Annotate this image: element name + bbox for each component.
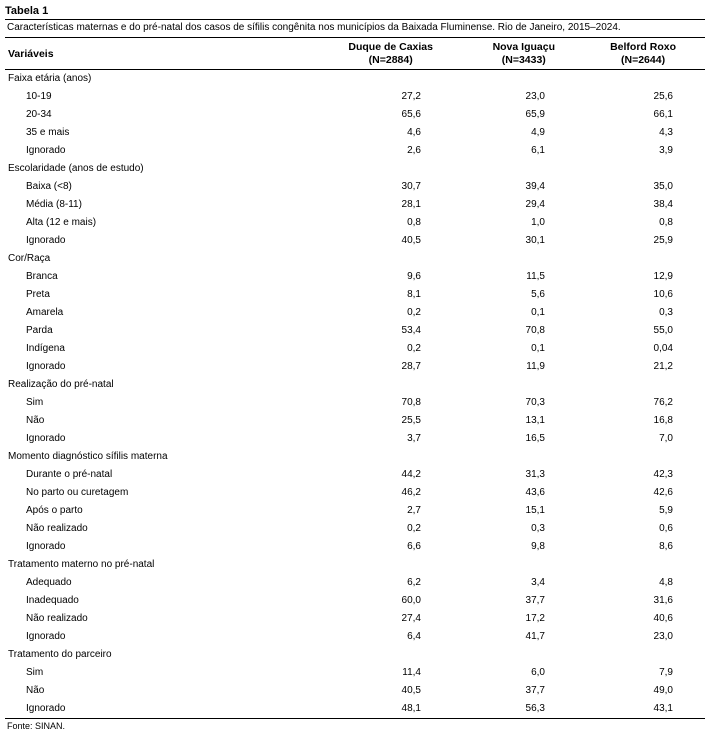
table-row bbox=[5, 394, 705, 412]
cell-value: 0,2 bbox=[407, 307, 421, 318]
cell-value: 13,1 bbox=[525, 415, 545, 426]
cell-value: 25,9 bbox=[653, 235, 673, 246]
cell-value: 16,8 bbox=[653, 415, 673, 426]
cell-value: 3,7 bbox=[407, 433, 421, 444]
row-label: Ignorado bbox=[26, 433, 66, 444]
cell-value: 0,1 bbox=[531, 307, 545, 318]
cell-value: 17,2 bbox=[525, 613, 545, 624]
cell-value: 31,3 bbox=[525, 469, 545, 480]
cell-value: 30,1 bbox=[525, 235, 545, 246]
row-label: Branca bbox=[26, 271, 58, 282]
column-header-name: Variáveis bbox=[8, 47, 54, 60]
cell-value: 0,8 bbox=[659, 217, 673, 228]
cell-value: 0,04 bbox=[653, 343, 673, 354]
group-row bbox=[5, 646, 705, 664]
cell-value: 42,6 bbox=[653, 487, 673, 498]
row-label: Não realizado bbox=[26, 523, 88, 534]
cell-value: 40,6 bbox=[653, 613, 673, 624]
column-header-n: (N=2884) bbox=[368, 54, 413, 66]
cell-value: 56,3 bbox=[435, 700, 565, 719]
cell-value: 4,6 bbox=[407, 127, 421, 138]
cell-value: 9,6 bbox=[407, 271, 421, 282]
table-row bbox=[5, 232, 705, 250]
table-row bbox=[5, 322, 705, 340]
row-label: Durante o pré-natal bbox=[26, 469, 113, 480]
cell-value: 7,0 bbox=[659, 433, 673, 444]
cell-value: 0,6 bbox=[659, 523, 673, 534]
table-header bbox=[5, 38, 705, 70]
cell-value: 31,6 bbox=[653, 595, 673, 606]
row-label: Não realizado bbox=[26, 613, 88, 624]
cell-value: 23,0 bbox=[525, 91, 545, 102]
group-row bbox=[5, 160, 705, 178]
cell-value: 25,5 bbox=[401, 415, 421, 426]
column-header-name: Belford Roxo bbox=[610, 41, 676, 53]
cell-value: 15,1 bbox=[525, 505, 545, 516]
row-label: Preta bbox=[26, 289, 50, 300]
cell-value: 42,3 bbox=[653, 469, 673, 480]
cell-value: 41,7 bbox=[525, 631, 545, 642]
cell-value: 44,2 bbox=[401, 469, 421, 480]
table-row bbox=[5, 466, 705, 484]
row-label: Não bbox=[26, 415, 45, 426]
table-row bbox=[5, 484, 705, 502]
cell-value: 65,6 bbox=[401, 109, 421, 120]
cell-value: 43,1 bbox=[565, 700, 705, 719]
row-label: Média (8-11) bbox=[26, 199, 82, 210]
row-label: Alta (12 e mais) bbox=[26, 217, 97, 228]
row-label: Amarela bbox=[26, 307, 64, 318]
group-label: Tratamento materno no pré-natal bbox=[8, 559, 155, 570]
table-label: Tabela 1 bbox=[5, 5, 49, 17]
group-row bbox=[5, 376, 705, 394]
cell-value: 6,2 bbox=[407, 577, 421, 588]
column-header-n: (N=2644) bbox=[621, 54, 666, 66]
table-row bbox=[5, 88, 705, 106]
table-row bbox=[5, 124, 705, 142]
cell-value: 1,0 bbox=[531, 217, 545, 228]
data-table bbox=[5, 38, 705, 719]
cell-value: 70,8 bbox=[525, 325, 545, 336]
cell-value: 25,6 bbox=[653, 91, 673, 102]
group-row bbox=[5, 556, 705, 574]
cell-value: 21,2 bbox=[653, 361, 673, 372]
header-row bbox=[5, 38, 705, 70]
row-label: Ignorado bbox=[26, 145, 66, 156]
cell-value: 40,5 bbox=[401, 685, 421, 696]
column-header-duque-de-caxias bbox=[305, 38, 435, 70]
cell-value: 27,4 bbox=[401, 613, 421, 624]
row-label: Indígena bbox=[26, 343, 65, 354]
cell-value: 12,9 bbox=[653, 271, 673, 282]
row-label: Baixa (<8) bbox=[26, 181, 72, 192]
cell-value: 3,4 bbox=[531, 577, 545, 588]
cell-value: 0,2 bbox=[407, 523, 421, 534]
cell-value: 49,0 bbox=[653, 685, 673, 696]
cell-value: 9,8 bbox=[531, 541, 545, 552]
cell-value: 11,5 bbox=[526, 271, 545, 282]
row-label: Não bbox=[26, 685, 45, 696]
table-row bbox=[5, 412, 705, 430]
table-row bbox=[5, 538, 705, 556]
table-row bbox=[5, 196, 705, 214]
row-label: Ignorado bbox=[26, 361, 66, 372]
row-label: Adequado bbox=[26, 577, 72, 588]
cell-value: 8,1 bbox=[407, 289, 421, 300]
row-label: Após o parto bbox=[26, 505, 83, 516]
cell-value: 55,0 bbox=[653, 325, 673, 336]
row-label: Sim bbox=[26, 397, 44, 408]
cell-value: 30,7 bbox=[401, 181, 421, 192]
table-row bbox=[5, 592, 705, 610]
cell-value: 48,1 bbox=[305, 700, 435, 719]
table-row bbox=[5, 286, 705, 304]
cell-value: 0,3 bbox=[659, 307, 673, 318]
cell-value: 35,0 bbox=[653, 181, 673, 192]
group-label: Tratamento do parceiro bbox=[8, 649, 112, 660]
table-row bbox=[5, 664, 705, 682]
table-row bbox=[5, 304, 705, 322]
cell-value: 76,2 bbox=[653, 397, 673, 408]
row-label: Parda bbox=[26, 325, 53, 336]
cell-value: 38,4 bbox=[653, 199, 673, 210]
group-label: Escolaridade (anos de estudo) bbox=[8, 163, 144, 174]
cell-value: 66,1 bbox=[653, 109, 673, 120]
cell-value: 70,3 bbox=[525, 397, 545, 408]
group-label: Momento diagnóstico sífilis materna bbox=[8, 451, 168, 462]
column-header-nova-iguacu bbox=[435, 38, 565, 70]
table-row bbox=[5, 214, 705, 232]
cell-value: 23,0 bbox=[653, 631, 673, 642]
cell-value: 40,5 bbox=[401, 235, 421, 246]
cell-value: 39,4 bbox=[525, 181, 545, 192]
table-source: Fonte: SINAN. bbox=[7, 721, 66, 731]
cell-value: 29,4 bbox=[525, 199, 545, 210]
cell-value: 65,9 bbox=[525, 109, 545, 120]
cell-value: 7,9 bbox=[659, 667, 673, 678]
table-row bbox=[5, 106, 705, 124]
cell-value: 53,4 bbox=[401, 325, 421, 336]
row-label: Ignorado bbox=[26, 631, 66, 642]
table-document bbox=[5, 3, 705, 733]
table-row bbox=[5, 574, 705, 592]
cell-value: 8,6 bbox=[659, 541, 673, 552]
table-row bbox=[5, 700, 705, 719]
row-label: No parto ou curetagem bbox=[26, 487, 129, 498]
cell-value: 37,7 bbox=[525, 595, 545, 606]
cell-value: 6,1 bbox=[531, 145, 545, 156]
table-row bbox=[5, 628, 705, 646]
table-row bbox=[5, 178, 705, 196]
cell-value: 2,7 bbox=[407, 505, 421, 516]
cell-value: 10,6 bbox=[653, 289, 673, 300]
cell-value: 4,8 bbox=[659, 577, 673, 588]
cell-value: 46,2 bbox=[401, 487, 421, 498]
table-caption: Características maternas e do pré-natal dos casos de sífilis congênita nos municípios da Baixada Fluminense. Rio de Janeiro, 2015–2024. bbox=[5, 19, 705, 38]
table-row bbox=[5, 430, 705, 448]
group-label: Realização do pré-natal bbox=[8, 379, 114, 390]
table-row bbox=[5, 520, 705, 538]
cell-value: 0,1 bbox=[531, 343, 545, 354]
column-header-variables bbox=[5, 38, 305, 70]
table-body bbox=[5, 70, 705, 719]
group-label: Faixa etária (anos) bbox=[8, 73, 92, 84]
table-row bbox=[5, 142, 705, 160]
cell-value: 16,5 bbox=[525, 433, 545, 444]
column-header-n: (N=3433) bbox=[501, 54, 546, 66]
row-label: Ignorado bbox=[26, 235, 66, 246]
column-header-name: Duque de Caxias bbox=[348, 41, 433, 53]
cell-value: 37,7 bbox=[525, 685, 545, 696]
table-row bbox=[5, 502, 705, 520]
cell-value: 0,3 bbox=[531, 523, 545, 534]
cell-value: 0,8 bbox=[407, 217, 421, 228]
table-row bbox=[5, 682, 705, 700]
row-label: Ignorado bbox=[26, 541, 66, 552]
group-row bbox=[5, 70, 705, 89]
cell-value: 28,1 bbox=[401, 199, 421, 210]
cell-value: 6,6 bbox=[407, 541, 421, 552]
table-row bbox=[5, 358, 705, 376]
cell-value: 2,6 bbox=[407, 145, 421, 156]
cell-value: 11,9 bbox=[526, 361, 545, 372]
cell-value: 4,3 bbox=[659, 127, 673, 138]
cell-value: 70,8 bbox=[401, 397, 421, 408]
cell-value: 28,7 bbox=[401, 361, 421, 372]
cell-value: 0,2 bbox=[407, 343, 421, 354]
cell-value: 6,0 bbox=[531, 667, 545, 678]
table-row bbox=[5, 610, 705, 628]
cell-value: 27,2 bbox=[401, 91, 421, 102]
row-label: Sim bbox=[26, 667, 44, 678]
cell-value: 3,9 bbox=[659, 145, 673, 156]
cell-value: 5,9 bbox=[659, 505, 673, 516]
row-label: Ignorado bbox=[5, 700, 305, 719]
row-label: 35 e mais bbox=[26, 127, 70, 138]
cell-value: 6,4 bbox=[407, 631, 421, 642]
group-row bbox=[5, 250, 705, 268]
group-label: Cor/Raça bbox=[8, 253, 51, 264]
column-header-belford-roxo bbox=[565, 38, 705, 70]
cell-value: 11,4 bbox=[402, 667, 421, 678]
table-row bbox=[5, 340, 705, 358]
cell-value: 43,6 bbox=[525, 487, 545, 498]
table-row bbox=[5, 268, 705, 286]
cell-value: 4,9 bbox=[531, 127, 545, 138]
row-label: 20-34 bbox=[26, 109, 52, 120]
cell-value: 60,0 bbox=[401, 595, 421, 606]
cell-value: 5,6 bbox=[531, 289, 545, 300]
row-label: Inadequado bbox=[26, 595, 79, 606]
group-row bbox=[5, 448, 705, 466]
column-header-name: Nova Iguaçu bbox=[492, 41, 555, 53]
row-label: 10-19 bbox=[26, 91, 52, 102]
